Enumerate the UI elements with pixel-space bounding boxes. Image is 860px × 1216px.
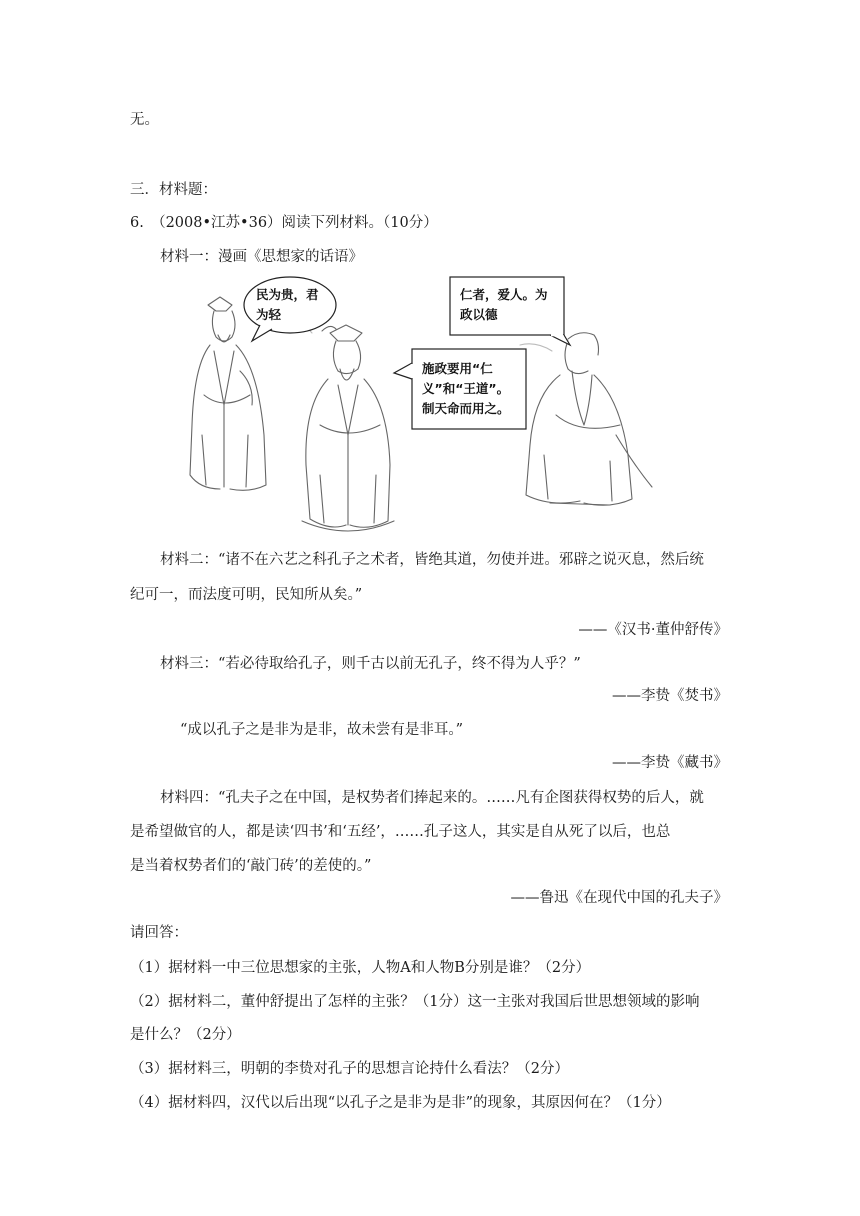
sub-question-2: （2）据材料二，董仲舒提出了怎样的主张？（1分）这一主张对我国后世思想领域的影响 (130, 994, 700, 1010)
speech-bubble-c: 仁者，爱人。为政以德 (460, 287, 548, 322)
previous-answer: 无。 (130, 112, 159, 128)
speech-bubble-b: 施政要用“仁义”和“王道”。制天命而用之。 (422, 361, 510, 416)
section-title: 三．材料题： (130, 182, 217, 198)
sub-question-4: （4）据材料四，汉代以后出现“以孔子之是非为是非”的现象，其原因何在？（1分） (130, 1095, 671, 1111)
answer-prompt: 请回答： (130, 925, 188, 941)
material3-line1: 材料三：“若必待取给孔子，则千古以前无孔子，终不得为人乎？” (160, 656, 581, 672)
material4-line1: 材料四：“孔夫子之在中国，是权势者们捧起来的。……凡有企图获得权势的后人，就 (160, 790, 704, 806)
cartoon-illustration (180, 275, 680, 540)
material4-source: ——鲁迅《在现代中国的孔夫子》 (510, 890, 728, 906)
speech-bubble-a: 民为贵，君为轻 (256, 287, 319, 322)
sub-question-3: （3）据材料三，明朝的李贽对孔子的思想言论持什么看法？（2分） (130, 1061, 569, 1077)
sub-question-1: （1）据材料一中三位思想家的主张，人物A和人物B分别是谁？（2分） (130, 960, 591, 976)
material2-source: ——《汉书·董仲舒传》 (578, 622, 728, 638)
material1-label: 材料一：漫画《思想家的话语》 (160, 249, 363, 265)
material2-line1: 材料二：“诸不在六艺之科孔子之术者，皆绝其道，勿使并进。邪辟之说灭息，然后统 (160, 552, 704, 568)
material2-line2: 纪可一，而法度可明，民知所从矣。” (130, 587, 363, 603)
material3-source2: ——李贽《藏书》 (612, 755, 728, 771)
material3-line2: “成以孔子之是非为是非，故未尝有是非耳。” (180, 722, 464, 738)
material4-line3: 是当着权势者们的‘敲门砖’的差使的。” (130, 858, 372, 874)
material4-line2: 是希望做官的人，都是读‘四书’和‘五经’，……孔子这人，其实是自从死了以后，也总 (130, 824, 671, 840)
question-header: 6. （2008•江苏•36）阅读下列材料。（10分） (130, 215, 438, 231)
sub-question-2-cont: 是什么？（2分） (130, 1027, 241, 1043)
material3-source1: ——李贽《焚书》 (612, 688, 728, 704)
